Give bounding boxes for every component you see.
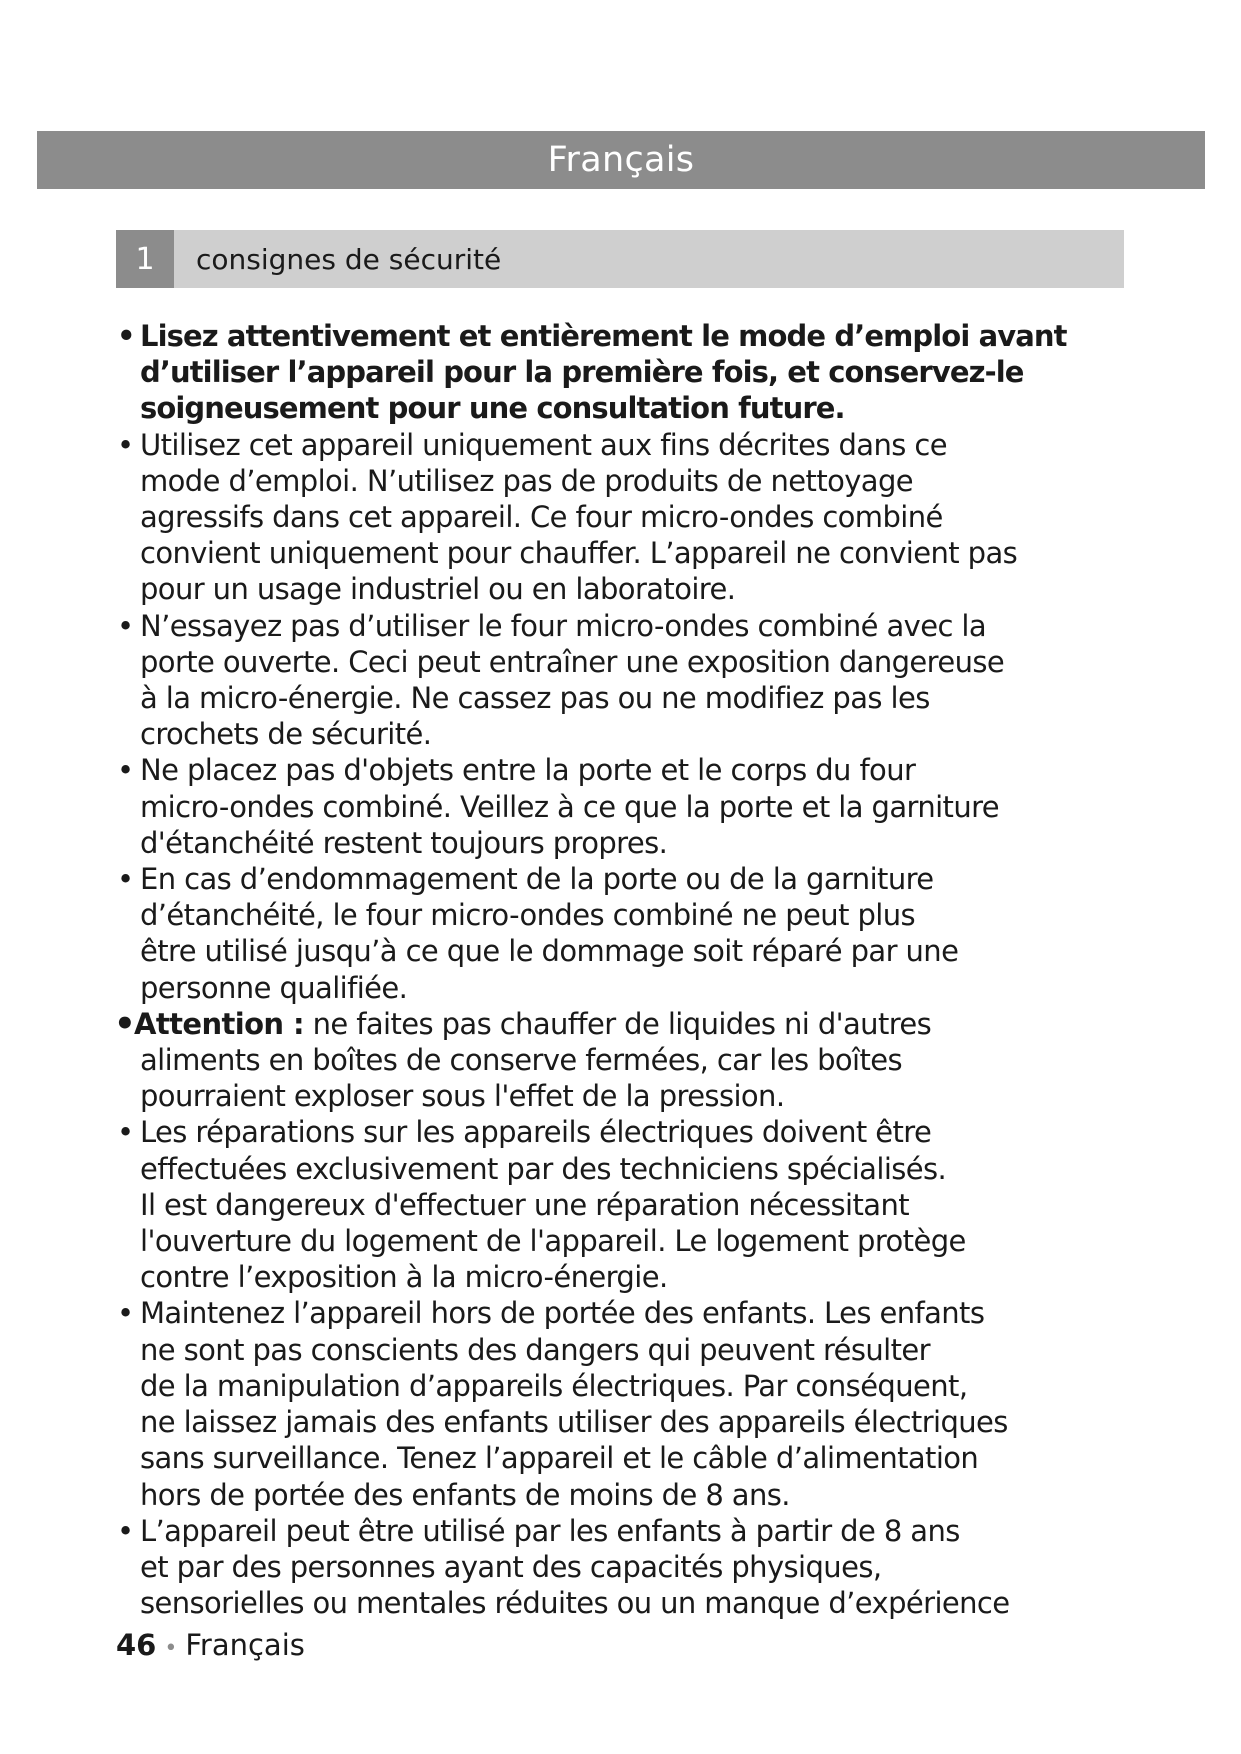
list-item: • Lisez attentivement et entièrement le mode d’emploi avant d’utiliser l’appareil pour la première fois, et conservez-le soigneusement pour une consultation future. xyxy=(116,318,1131,427)
list-item: • En cas d’endommagement de la porte ou de la garniture d’étanchéité, le four micro-ondes combiné ne peut plus être utilisé jusqu’à ce que le dommage soit réparé par une personne qualifiée. xyxy=(116,861,1131,1006)
footer-separator: • xyxy=(164,1636,178,1661)
list-item: • Les réparations sur les appareils électriques doivent être effectuées exclusivement par des techniciens spécialisés. Il est dangereux d'effectuer une réparation nécessitant l'ouverture du logement de l'appareil. Le logement protège contre l’exposition à la micro-énergie. xyxy=(116,1114,1131,1295)
section-number: 1 xyxy=(116,230,174,288)
page-number: 46 xyxy=(116,1628,157,1662)
list-item: • Ne placez pas d'objets entre la porte et le corps du four micro-ondes combiné. Veillez à ce que la porte et la garniture d'étanchéité restent toujours propres. xyxy=(116,752,1131,861)
section-header xyxy=(116,230,1124,288)
page-footer xyxy=(116,1628,305,1662)
section-title: consignes de sécurité xyxy=(196,242,502,276)
language-banner xyxy=(37,131,1205,189)
list-item: • L’appareil peut être utilisé par les enfants à partir de 8 ans et par des personnes ayant des capacités physiques, sensorielles ou mentales réduites ou un manque d’expérience xyxy=(116,1513,1131,1622)
footer-language: Français xyxy=(185,1628,305,1662)
list-item: • Utilisez cet appareil uniquement aux fins décrites dans ce mode d’emploi. N’utilisez pas de produits de nettoyage agressifs dans cet appareil. Ce four micro-ondes combiné convient uniquement pour chauffer. L’appareil ne convient pas pour un usage industriel ou en laboratoire. xyxy=(116,427,1131,608)
attention-label: Attention : xyxy=(134,1006,304,1041)
list-item: • N’essayez pas d’utiliser le four micro-ondes combiné avec la porte ouverte. Ceci peut entraîner une exposition dangereuse à la micro-énergie. Ne cassez pas ou ne modifiez pas les crochets de sécurité. xyxy=(116,608,1131,753)
list-item-attention: • Attention : ne faites pas chauffer de liquides ni d'autres aliments en boîtes de conserve fermées, car les boîtes pourraient exploser sous l'effet de la pression. xyxy=(116,1006,1131,1115)
list-item: • Maintenez l’appareil hors de portée des enfants. Les enfants ne sont pas conscients des dangers qui peuvent résulter de la manipulation d’appareils électriques. Par conséquent, ne laissez jamais des enfants utiliser des appareils électriques sans surveillance. Tenez l’appareil et le câble d’alimentation hors de portée des enfants de moins de 8 ans. xyxy=(116,1295,1131,1512)
safety-instructions-list xyxy=(116,318,1131,1621)
language-title: Français xyxy=(547,140,695,180)
